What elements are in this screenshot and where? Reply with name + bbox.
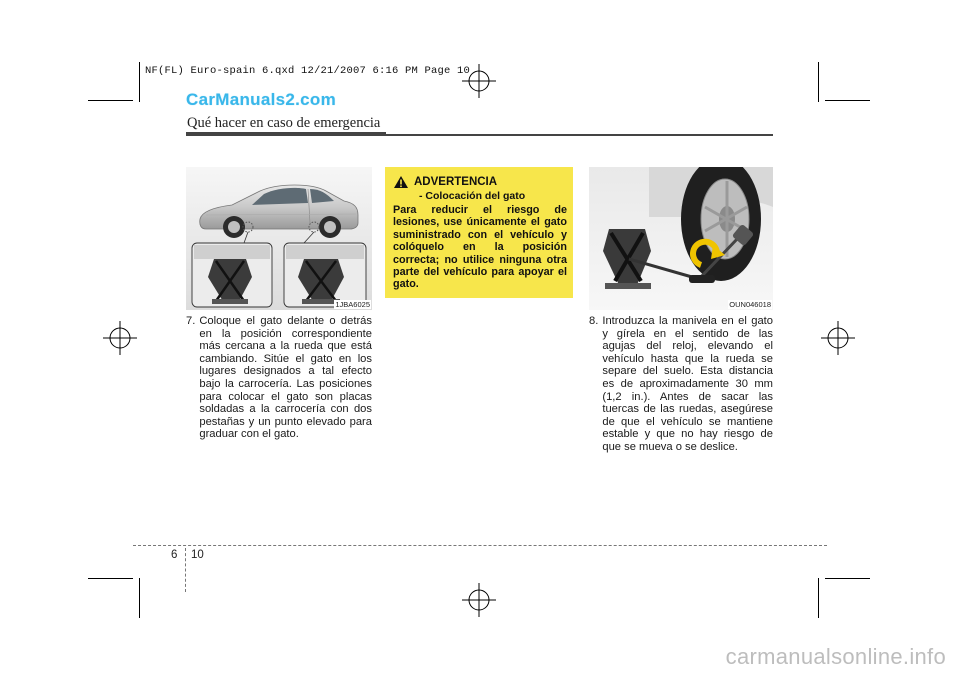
step-text: Introduzca la manivela en el gato y gírela en el sentido de las agujas del reloj, elevando el vehículo hasta que la rueda se separe del suelo. Esta distancia es de aproximadamente 30 mm (1,2 in.). Antes de sacar las tuercas de las ruedas, asegúrese de que el vehículo se mantiene estable y que no hay riesgo de que se mueva o se deslice. <box>602 315 773 453</box>
page-number: 10 <box>191 549 204 561</box>
warning-title: ADVERTENCIA <box>414 176 498 188</box>
footer-divider <box>185 548 186 592</box>
watermark-bottom[interactable]: carmanualsonline.info <box>725 644 946 669</box>
registration-target-icon <box>103 321 137 355</box>
warning-triangle-icon <box>393 175 409 189</box>
warning-box <box>385 167 573 298</box>
chapter-number: 6 <box>171 549 178 561</box>
registration-target-icon <box>462 583 496 617</box>
scissor-jack-front-detail-icon <box>192 243 272 307</box>
registration-target-icon <box>821 321 855 355</box>
step-7 <box>186 315 372 441</box>
step-number: 8. <box>589 315 599 327</box>
warning-text: Para reducir el riesgo de lesiones, use únicamente el gato suministrado con el vehículo y colóquelo en la posición correcta; no utilice ninguna otra parte del vehículo para apoyar el gato. <box>393 204 567 291</box>
step-8 <box>589 315 773 454</box>
print-slug: NF(FL) Euro-spain 6.qxd 12/21/2007 6:16 PM Page 10 <box>145 65 471 77</box>
scissor-jack-rear-detail-icon <box>284 243 366 307</box>
title-rule <box>386 134 773 136</box>
title-underline <box>186 132 386 136</box>
step-text: Coloque el gato delante o detrás en la posición correspondiente más cercana a la rueda que está cambiando. Sitúe el gato en los lugares designados a tal efecto bajo la carrocería. Las posiciones para colocar el gato son placas soldadas a la carrocería con dos pestañas y un punto elevado para graduar con el gato. <box>199 315 372 441</box>
footer-rule <box>133 545 827 546</box>
step-number: 7. <box>186 315 196 327</box>
figure-jack-crank <box>589 167 773 310</box>
figure-code: OUN046018 <box>729 300 771 309</box>
figure-jack-points <box>186 167 372 310</box>
watermark-top[interactable]: CarManuals2.com <box>186 90 336 109</box>
figure-code: 1JBA6025 <box>335 300 370 309</box>
warning-subtitle: - Colocación del gato <box>419 190 526 202</box>
section-title: Qué hacer en caso de emergencia <box>187 115 381 131</box>
